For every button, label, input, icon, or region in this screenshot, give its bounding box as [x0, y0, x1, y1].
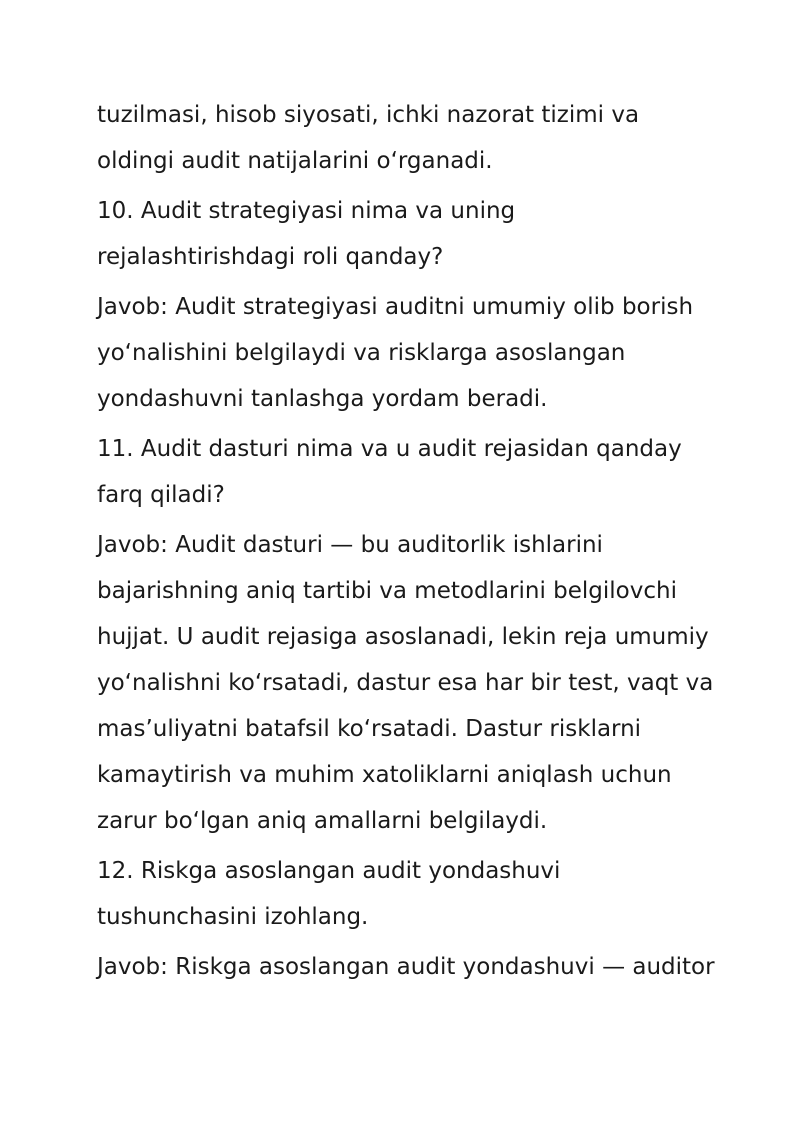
text-line: yo‘nalishni ko‘rsatadi, dastur esa har bir test, vaqt va [97, 670, 714, 696]
text-line: Javob: Audit strategiyasi auditni umumiy olib borish [97, 294, 694, 320]
text-line: 10. Audit strategiyasi nima va uning [97, 198, 516, 224]
text-line: mas’uliyatni batafsil ko‘rsatadi. Dastur risklarni [97, 716, 642, 742]
text-line: Javob: Riskga asoslangan audit yondashuvi — auditor [97, 954, 715, 980]
text-line: 12. Riskga asoslangan audit yondashuvi [97, 858, 561, 884]
text-line: 11. Audit dasturi nima va u audit rejasidan qanday [97, 436, 682, 462]
text-line: rejalashtirishdagi roli qanday? [97, 244, 444, 270]
answer-continuation-block [97, 92, 737, 184]
text-line: zarur bo‘lgan aniq amallarni belgilaydi. [97, 808, 548, 834]
question-11 [97, 426, 737, 518]
text-line: hujjat. U audit rejasiga asoslanadi, lekin reja umumiy [97, 624, 709, 650]
answer-11 [97, 522, 737, 844]
text-line: yo‘nalishini belgilaydi va risklarga asoslangan [97, 340, 626, 366]
document-body [97, 92, 737, 994]
text-line: tuzilmasi, hisob siyosati, ichki nazorat tizimi va [97, 102, 640, 128]
question-10 [97, 188, 737, 280]
answer-10 [97, 284, 737, 422]
text-line: kamaytirish va muhim xatoliklarni aniqlash uchun [97, 762, 672, 788]
text-line: tushunchasini izohlang. [97, 904, 369, 930]
answer-12 [97, 944, 737, 990]
question-12 [97, 848, 737, 940]
text-line: yondashuvni tanlashga yordam beradi. [97, 386, 548, 412]
text-line: oldingi audit natijalarini o‘rganadi. [97, 148, 493, 174]
text-line: farq qiladi? [97, 482, 225, 508]
text-line: Javob: Audit dasturi — bu auditorlik ishlarini [97, 532, 603, 558]
text-line: bajarishning aniq tartibi va metodlarini belgilovchi [97, 578, 677, 604]
